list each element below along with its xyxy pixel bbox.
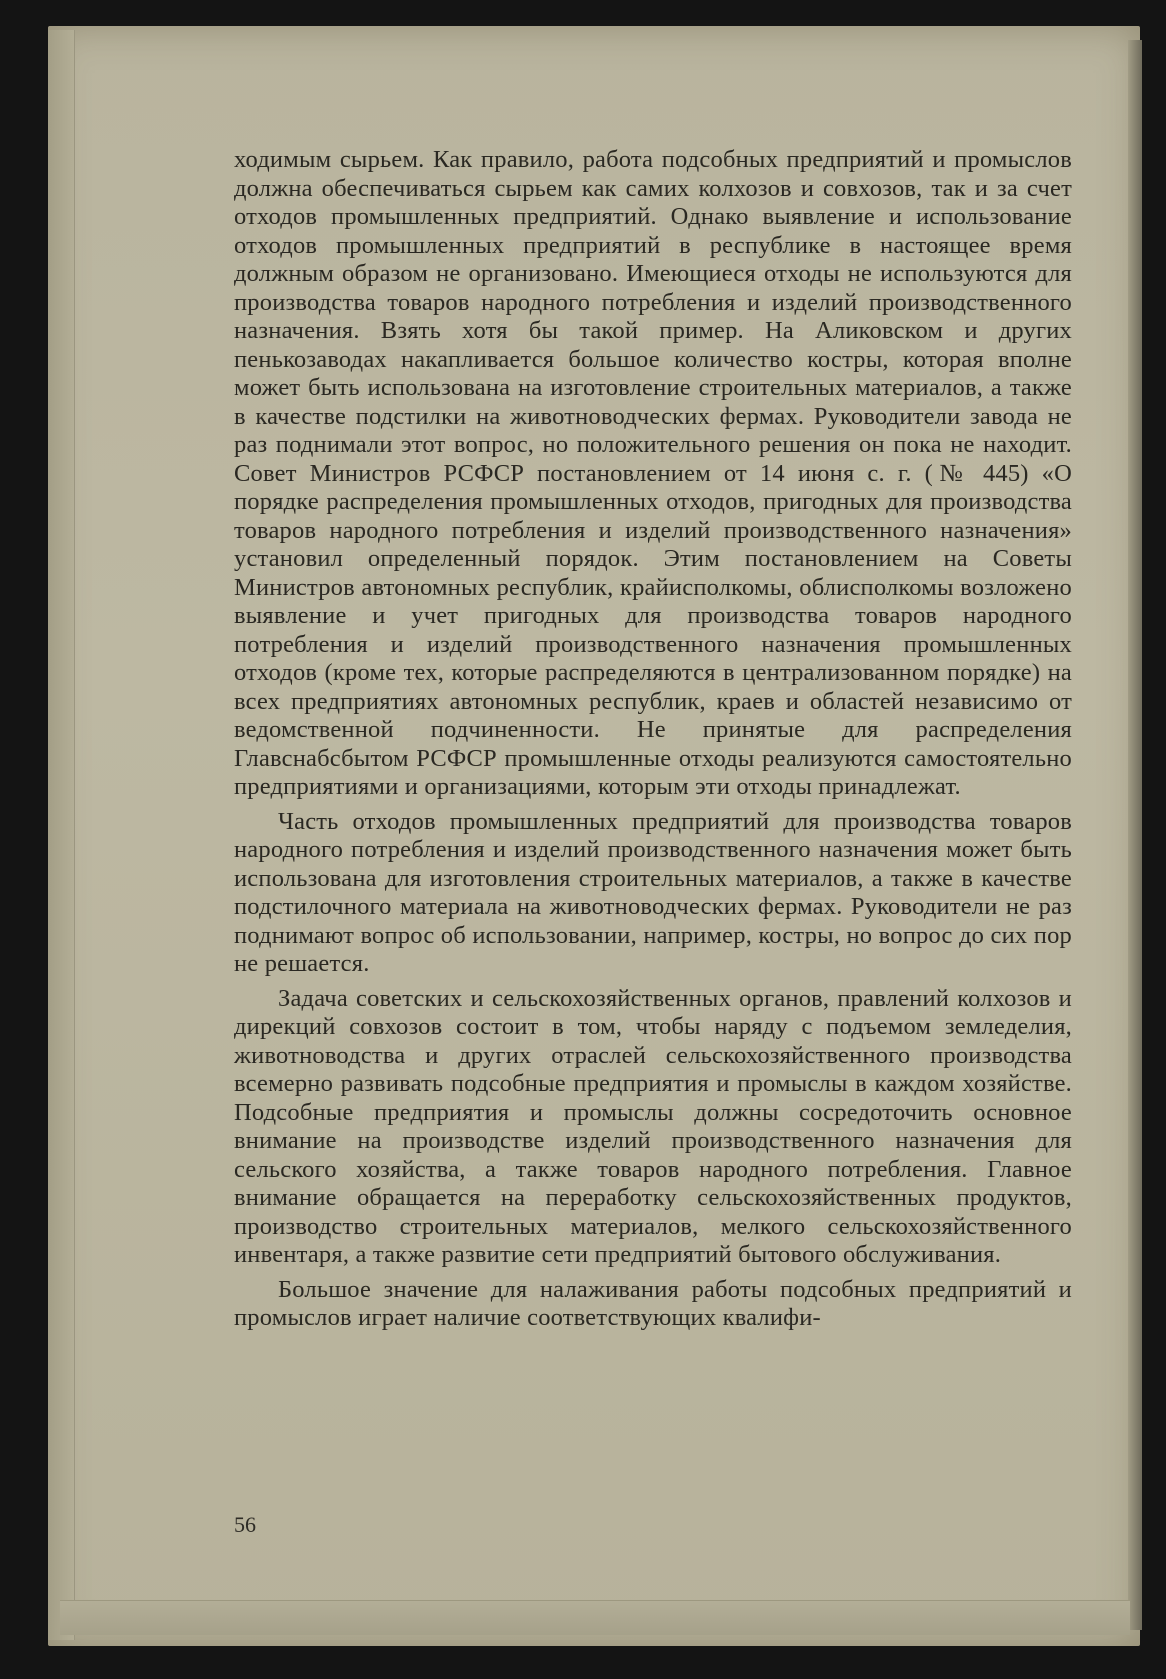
paragraph: Часть отходов промышленных предприятий для производства товаров народного потребления и изделий производственного назначения может быть использована для изготовления строительных материалов, а также в качестве подстилочного материала на животноводческих фермах. Руководители не раз поднимают вопрос об использовании, например, костры, но вопрос до сих пор не решается. (234, 807, 1072, 977)
body-text (234, 146, 1072, 1339)
page-number: 56 (234, 1512, 256, 1537)
page-stack-left-edge (48, 30, 75, 1640)
page-stack-bottom-edge (60, 1600, 1130, 1635)
paragraph: Задача советских и сельскохозяйственных органов, правлений колхозов и дирекций совхозов состоит в том, чтобы наряду с подъемом земледелия, животноводства и других отраслей сельскохозяйственного производства всемерно развивать подсобные предприятия и промыслы в каждом хозяйстве. Подсобные предприятия и промыслы должны сосредоточить основное внимание на производстве изделий производственного назначения для сельского хозяйства, а также товаров народного потребления. Главное внимание обращается на переработку сельскохозяйственных продуктов, производство строительных материалов, мелкого сельскохозяйственного инвентаря, а также развитие сети предприятий бытового обслуживания. (234, 984, 1072, 1268)
paragraph: Большое значение для налаживания работы подсобных предприятий и промыслов играет наличие соответствующих квалифи- (234, 1275, 1072, 1331)
page-stack-right-edge (1128, 40, 1142, 1630)
paragraph-continued: ходимым сырьем. Как правило, работа подсобных предприятий и промыслов должна обеспечиваться сырьем как самих колхозов и совхозов, так и за счет отходов промышленных предприятий. Однако выявление и использование отходов промышленных предприятий в республике в настоящее время должным образом не организовано. Имеющиеся отходы не используются для производства товаров народного потребления и изделий производственного назначения. Взять хотя бы такой пример. На Аликовском и других пенькозаводах накапливается большое количество костры, которая вполне может быть использована на изготовление строительных материалов, а также в качестве подстилки на животноводческих фермах. Руководители завода не раз поднимали этот вопрос, но положительного решения он пока не находит. Совет Министров РСФСР постановлением от 14 июня с. г. (№ 445) «О порядке распределения промышленных отходов, пригодных для производства товаров народного потребления и изделий производственного назначения» установил определенный порядок. Этим постановлением на Советы Министров автономных республик, крайисполкомы, облисполкомы возложено выявление и учет пригодных для производства товаров народного потребления и изделий производственного назначения промышленных отходов (кроме тех, которые распределяются в централизованном порядке) на всех предприятиях автономных республик, краев и областей независимо от ведомственной подчиненности. Не принятые для распределения Главснабсбытом РСФСР промышленные отходы реализуются самостоятельно предприятиями и организациями, которым эти отходы принадлежат. (234, 146, 1072, 800)
